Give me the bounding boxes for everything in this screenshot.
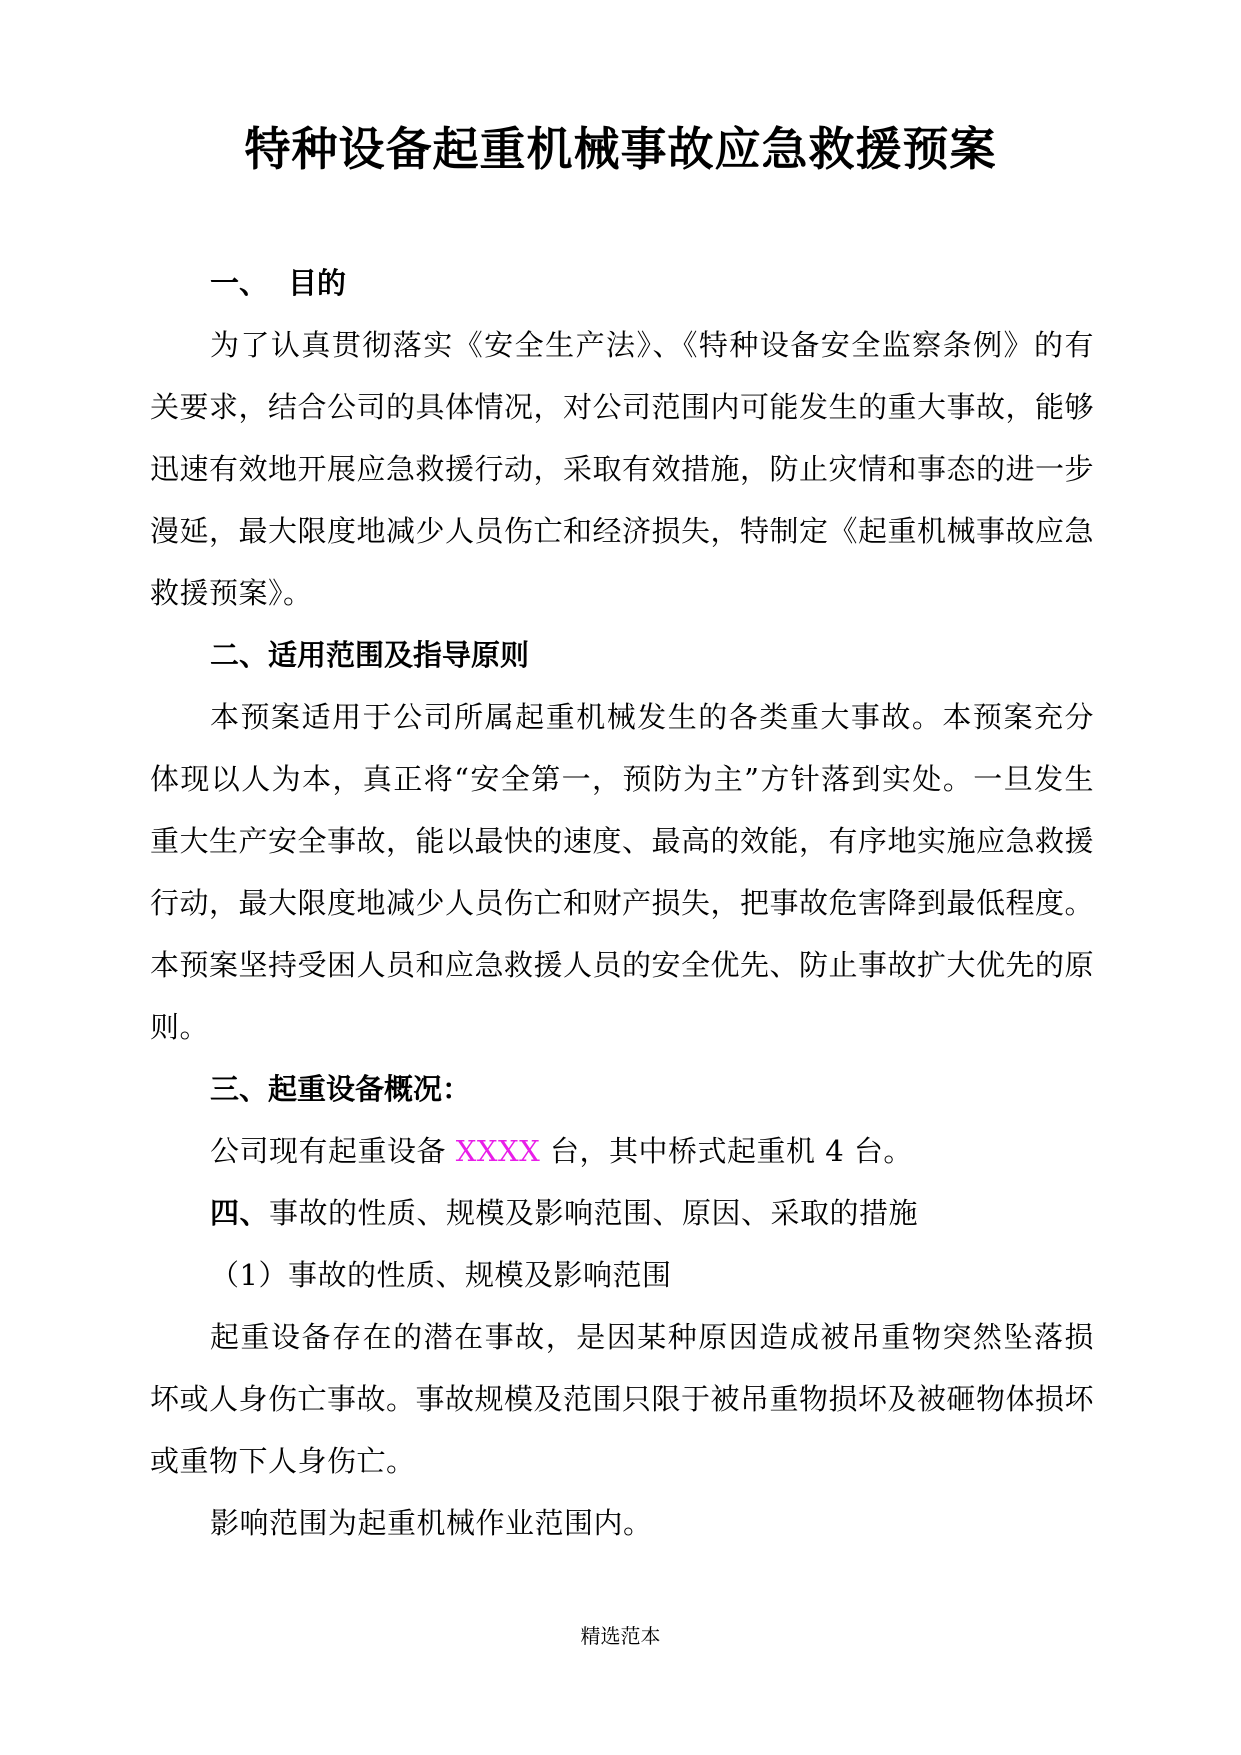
section-1-paragraph: 为了认真贯彻落实《安全生产法》、《特种设备安全监察条例》的有关要求，结合公司的具体情况，对公司范围内可能发生的重大事故，能够迅速有效地开展应急救援行动，采取有效措施，防止灾情和事态的进一步漫延，最大限度地减少人员伤亡和经济损失，特制定《起重机械事故应急救援预案》。	[150, 328, 1095, 610]
section-3-text-before: 公司现有起重设备	[210, 1134, 447, 1168]
section-1-title: 目的	[288, 266, 347, 300]
document-body	[150, 252, 1094, 1554]
section-2-paragraph: 本预案适用于公司所属起重机械发生的各类重大事故。本预案充分体现以人为本，真正将“安全第一，预防为主”方针落到实处。一旦发生重大生产安全事故，能以最快的速度、最高的效能，有序地实施应急救援行动，最大限度地减少人员伤亡和财产损失，把事故危害降到最低程度。本预案坚持受困人员和应急救援人员的安全优先、防止事故扩大优先的原则。	[150, 700, 1095, 1044]
section-3-line	[150, 1120, 1094, 1182]
document-title: 特种设备起重机械事故应急救援预案	[244, 122, 997, 176]
section-4-subheading-1: （1）事故的性质、规模及影响范围	[210, 1258, 672, 1292]
section-4-number: 四、	[210, 1196, 270, 1230]
section-4-title: 事故的性质、规模及影响范围、原因、采取的措施	[269, 1196, 919, 1230]
section-3-text-after: 台，其中桥式起重机 4 台。	[550, 1134, 913, 1168]
equipment-count-placeholder: XXXX	[455, 1134, 541, 1168]
section-1-heading	[150, 252, 1094, 314]
section-4-paragraph-1: 起重设备存在的潜在事故，是因某种原因造成被吊重物突然坠落损坏或人身伤亡事故。事故规模及范围只限于被吊重物损坏及被砸物体损坏或重物下人身伤亡。	[150, 1320, 1095, 1478]
section-3-heading: 三、起重设备概况：	[210, 1072, 472, 1106]
section-1-number: 一、	[210, 266, 269, 300]
section-4-heading	[150, 1182, 1094, 1244]
section-2-heading: 二、适用范围及指导原则	[210, 638, 530, 672]
page-footer: 精选范本	[580, 1624, 661, 1648]
section-4-paragraph-2: 影响范围为起重机械作业范围内。	[210, 1506, 653, 1540]
